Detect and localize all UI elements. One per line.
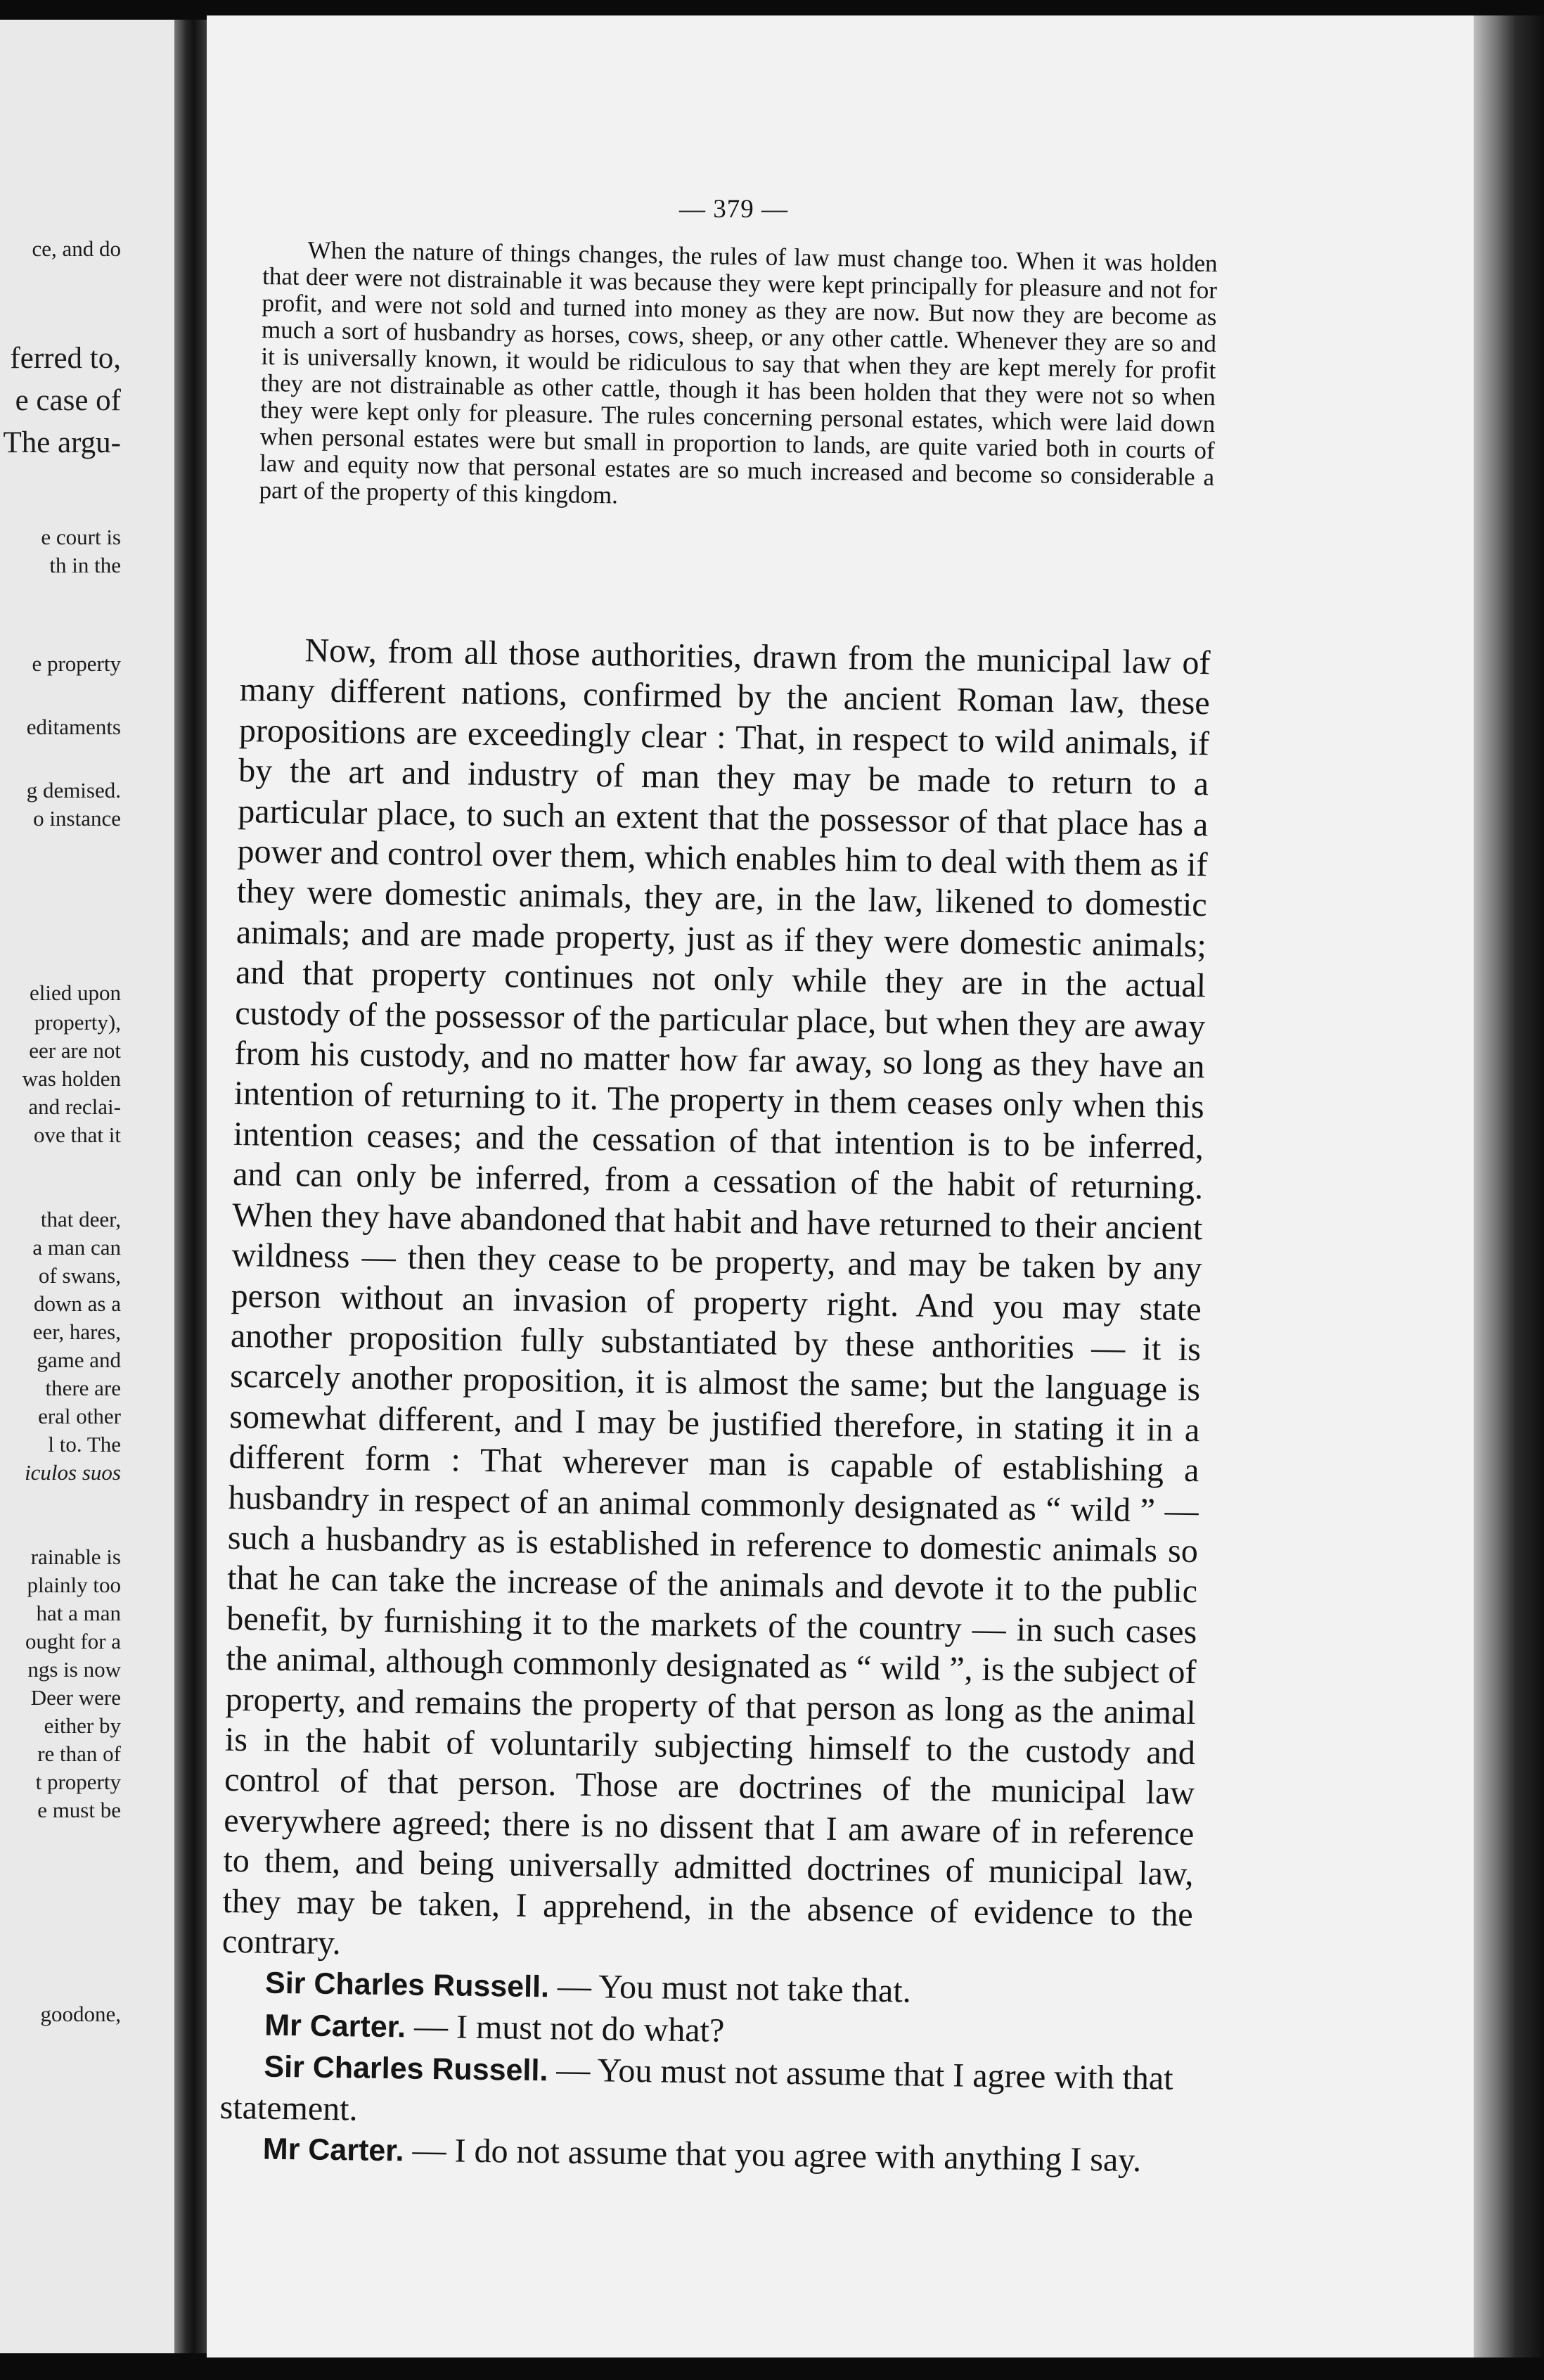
facing-page-text-fragment: there are <box>45 1376 121 1400</box>
book-edge-right <box>1474 15 1544 2357</box>
facing-page-text-fragment: goodone, <box>40 2002 121 2026</box>
facing-page-text-fragment: Deer were <box>30 1685 121 1710</box>
speaker-name: Mr Carter. <box>264 2008 406 2045</box>
dialogue-line <box>219 2045 1190 2141</box>
facing-page-text-fragment: t property <box>35 1770 121 1794</box>
facing-page-text-fragment: was holden <box>22 1066 121 1091</box>
facing-page-text-fragment: iculos suos <box>25 1460 121 1485</box>
facing-page-text-fragment: The argu- <box>3 426 121 459</box>
main-paragraph: Now, from all those authorities, drawn from the municipal law of many different nations, confirmed by the ancient Roman law, these propositions are exceedingly clear : That, in respect to wild animals, if by the art and industry of man they may be made to return to a particular place, to such an extent that the possessor of that place has a power and control over them, which enables him to deal with them as if they were domestic animals, they are, in the law, likened to domestic animals; and are made property, just as if they were domestic animals; and that property continues not only while they are in the actual custody of the possessor of the particular place, but when they are away from his custody, and no matter how far away, so long as they have an intention of returning to it. The property in them ceases only when this intention ceases; and the cessation of that intention is to be inferred, and can only be inferred, from a cessation of the habit of returning. When they have abandoned that habit and have returned to their ancient wildness — then they cease to be property, and may be taken by any person without an invasion of property right. And you may state another proposition fully substantiated by these anthorities — it is scarcely another proposition, it is almost the same; but the language is somewhat different, and I may be justified therefore, in stating it in a different form : That wherever man is capable of establishing a husbandry in respect of an animal commonly designated as “ wild ” — such a husbandry as is established in reference to domestic animals so that he can take the increase of the animals and devote it to the public benefit, by furnishing it to the markets of the country — in such cases the animal, although commonly designated as “ wild ”, is the subject of property, and remains the property of that person as long as the animal is in the habit of voluntarily subjecting himself to the custody and control of that person. Those are doctrines of the municipal law everywhere agreed; there is no dissent that I am aware of in reference to them, and being universally admitted doctrines of municipal law, they may be taken, I apprehend, in the absence of evidence to the contrary. <box>221 632 1211 1962</box>
quoted-passage <box>259 236 1217 518</box>
facing-page-text-fragment: ce, and do <box>32 236 121 261</box>
facing-page-text-fragment: down as a <box>34 1291 121 1316</box>
facing-page-text-fragment: e must be <box>37 1798 121 1822</box>
dialogue-text: — You must not assume that I agree with that statement. <box>219 2051 1173 2128</box>
book-gutter-left <box>174 20 207 2353</box>
facing-page-text-fragment: either by <box>44 1713 121 1738</box>
facing-page-text-fragment: and reclai- <box>28 1094 121 1119</box>
facing-page-text-fragment: that deer, <box>40 1207 121 1231</box>
dialogue-text: — You must not take that. <box>548 1967 912 2010</box>
facing-page-text-fragment: eer, hares, <box>32 1319 121 1344</box>
facing-page-text-fragment: re than of <box>37 1741 121 1766</box>
facing-page-text-fragment: elied upon <box>30 980 121 1005</box>
dialogue-text: — I must not do what? <box>405 2007 725 2049</box>
speaker-name: Sir Charles Russell. <box>264 1966 550 2004</box>
facing-page-text-fragment: eer are not <box>29 1038 121 1063</box>
facing-page-text-fragment: ove that it <box>34 1122 121 1147</box>
facing-page-text-fragment: of swans, <box>38 1263 121 1288</box>
facing-page-text-fragment: property), <box>34 1010 121 1035</box>
facing-page-text-fragment: a man can <box>32 1235 121 1260</box>
quoted-paragraph: When the nature of things changes, the rules of law must change too. When it was holden that deer were not distrainable it was because they were kept principally for pleasure and not for profit, and were not sold and turned into money as they are now. But now they are become as much a sort of husbandry as horses, cows, sheep, or any other cattle. Whenever they are so and it is universally known, it would be ridiculous to say that when they are kept merely for profit they are not distrainable as other cattle, though it has been holden that they were not so when they were kept only for pleasure. The rules concerning personal estates, which were laid down when personal estates were but small in proportion to lands, are quite varied both in courts of law and equity now that personal estates are so much increased and become so considerable a part of the property of this kingdom. <box>259 236 1218 509</box>
facing-page-text-fragment: plainly too <box>27 1573 121 1597</box>
facing-page-text-fragment: eral other <box>38 1404 121 1428</box>
facing-page-text-fragment: g demised. <box>26 778 121 802</box>
dialogue-text: — I do not assume that you agree with anything I say. <box>404 2131 1142 2180</box>
facing-page-text-fragment: hat a man <box>36 1601 121 1625</box>
facing-page-text-fragment: editaments <box>26 715 121 739</box>
facing-page-text-fragment: e case of <box>15 384 121 417</box>
facing-page-text-fragment: game and <box>37 1348 121 1372</box>
facing-page-text-fragment: e court is <box>41 525 121 549</box>
page-number: — 379 — <box>679 195 788 224</box>
facing-page-text-fragment: th in the <box>49 553 121 577</box>
speaker-name: Mr Carter. <box>262 2132 404 2168</box>
main-text <box>219 629 1210 2182</box>
facing-page-text-fragment: o instance <box>33 806 121 831</box>
speaker-name: Sir Charles Russell. <box>264 2049 548 2088</box>
facing-page-text-fragment: l to. The <box>48 1432 121 1457</box>
facing-page-text-fragment: rainable is <box>30 1544 121 1569</box>
facing-page-text-fragment: ngs is now <box>27 1657 121 1682</box>
facing-page-text-fragment: ought for a <box>25 1629 121 1653</box>
facing-page-fragment <box>0 20 174 2353</box>
facing-page-text-fragment: e property <box>32 651 121 676</box>
facing-page-text-fragment: ferred to, <box>10 342 121 375</box>
